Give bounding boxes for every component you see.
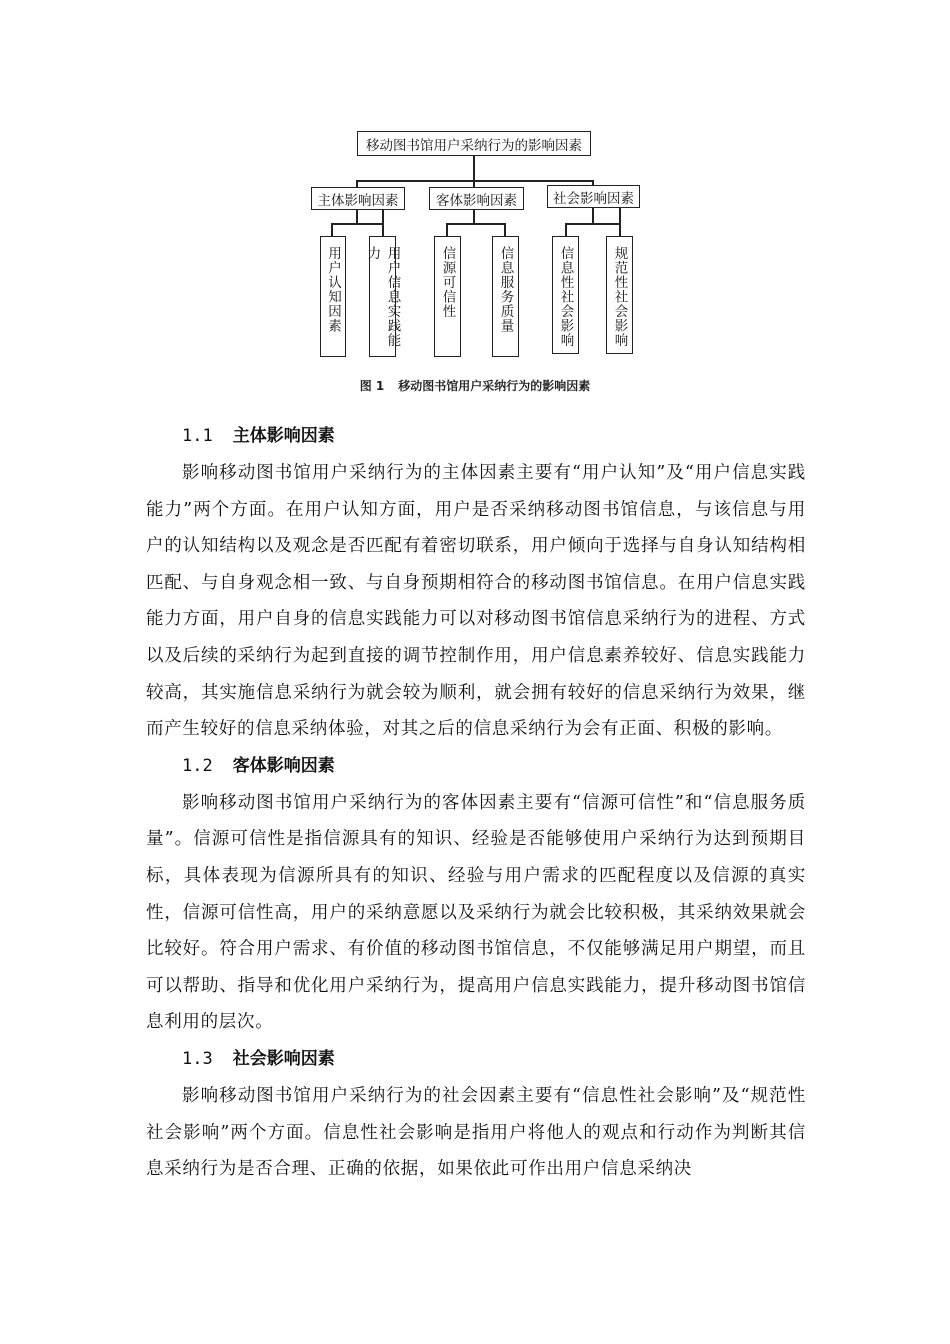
connector-line (565, 223, 567, 236)
figure-caption (0, 377, 950, 394)
section-heading (146, 1041, 806, 1078)
factor-box (492, 236, 519, 357)
connector-line (565, 223, 621, 225)
factor-box (552, 236, 579, 354)
section-heading (146, 418, 806, 455)
connector-line (331, 223, 333, 236)
connector-line (473, 210, 475, 224)
connector-line (356, 210, 358, 224)
section-heading (146, 748, 806, 785)
factor-box (364, 236, 401, 357)
factor-label: 信息性社会影响 (557, 246, 574, 348)
figure-root-label: 移动图书馆用户采纳行为的影响因素 (366, 137, 582, 154)
figure-caption-label: 图 1 (359, 379, 385, 393)
section-paragraph: 影响移动图书馆用户采纳行为的社会因素主要有“信息性社会影响”及“规范性社会影响”两个方面。信息性社会影响是指用户将他人的观点和行动作为判断其信息采纳行为是否合理、正确的依据，如果依此可作出用户信息采纳决 (146, 1085, 806, 1180)
factor-box (434, 236, 461, 357)
factor-box (320, 236, 346, 357)
section-paragraph: 影响移动图书馆用户采纳行为的主体因素主要有“用户认知”及“用户信息实践能力”两个方面。在用户认知方面，用户是否采纳移动图书馆信息，与该信息与用户的认知结构以及观念是否匹配有着密切联系，用户倾向于选择与自身认知结构相匹配、与自身观念相一致、与自身预期相符合的移动图书馆信息。在用户信息实践能力方面，用户自身的信息实践能力可以对移动图书馆信息采纳行为的进程、方式以及后续的采纳行为起到直接的调节控制作用，用户信息素养较好、信息实践能力较高，其实施信息采纳行为就会较为顺利，就会拥有较好的信息采纳行为效果，继而产生较好的信息采纳体验，对其之后的信息采纳行为会有正面、积极的影响。 (146, 463, 806, 740)
group-label: 主体影响因素 (317, 192, 399, 209)
factor-label: 信源可信性 (439, 246, 456, 319)
section-paragraph: 影响移动图书馆用户采纳行为的客体因素主要有“信源可信性”和“信息服务质量”。信源可信性是指信源具有的知识、经验是否能够使用户采纳行为达到预期目标，具体表现为信源所具有的知识、经验与用户需求的匹配程度以及信源的真实性，信源可信性高，用户的采纳意愿以及采纳行为就会比较积极，其采纳效果就会比较好。符合用户需求、有价值的移动图书馆信息，不仅能够满足用户期望，而且可以帮助、指导和优化用户采纳行为，提高用户信息实践能力，提升移动图书馆信息利用的层次。 (146, 792, 806, 1033)
figure-hierarchy (0, 0, 950, 410)
group-box-subject (311, 187, 405, 210)
factor-label: 信息服务质量 (497, 246, 514, 333)
factor-label: 用户信息实践能力 (364, 246, 401, 348)
section-number: 1.2 (182, 755, 213, 776)
body-text (146, 418, 806, 1188)
section-title: 主体影响因素 (232, 426, 335, 446)
connector-line (382, 210, 384, 236)
connector-line (504, 223, 506, 236)
connector-line (331, 223, 384, 225)
figure-caption-text: 移动图书馆用户采纳行为的影响因素 (398, 379, 591, 393)
connector-line (356, 180, 594, 182)
section-number: 1.3 (182, 1048, 213, 1069)
connector-line (473, 156, 475, 181)
connector-line (473, 180, 475, 187)
connector-line (446, 223, 448, 236)
section-title: 社会影响因素 (232, 1048, 335, 1069)
factor-box (606, 236, 633, 354)
connector-line (619, 208, 621, 236)
connector-line (446, 223, 506, 225)
connector-line (356, 180, 358, 187)
group-label: 社会影响因素 (553, 190, 634, 207)
figure-root-box (357, 131, 591, 156)
group-box-social (547, 185, 640, 208)
connector-line (592, 208, 594, 224)
factor-label: 用户认知因素 (325, 246, 341, 333)
group-label: 客体影响因素 (436, 192, 517, 209)
group-box-object (429, 187, 524, 210)
factor-label: 规范性社会影响 (611, 246, 628, 348)
section-title: 客体影响因素 (232, 755, 335, 776)
section-number: 1.1 (182, 426, 213, 446)
